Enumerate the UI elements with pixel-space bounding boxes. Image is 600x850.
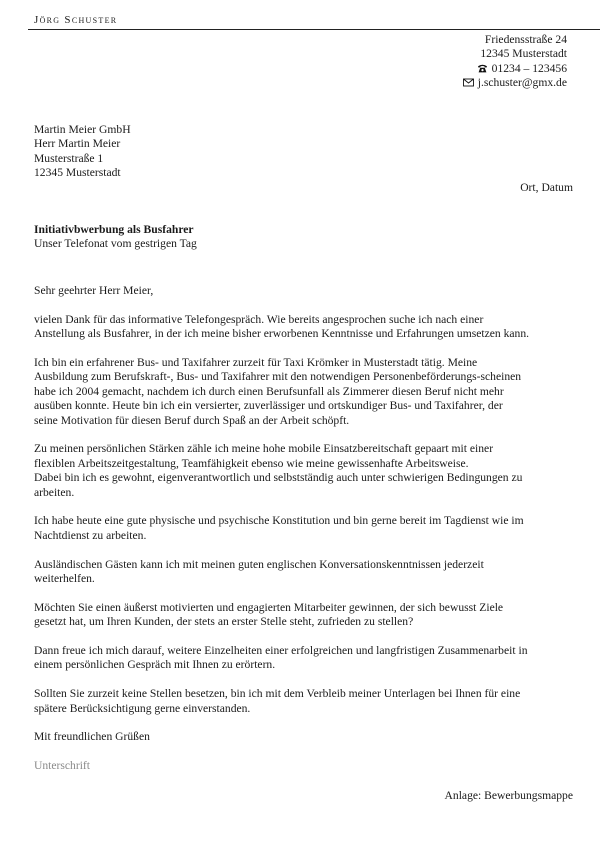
- recipient-person: Herr Martin Meier: [34, 137, 121, 151]
- telephone-icon: [477, 62, 489, 76]
- letter-body: [34, 284, 576, 788]
- paragraph-line: Zu meinen persönlichen Stärken zähle ich meine hohe mobile Einsatzbereitschaft gepaart mit einer: [34, 442, 494, 456]
- paragraph-line: spätere Berücksichtigung gerne einverstanden.: [34, 701, 251, 715]
- enclosure-note: Anlage: Bewerbungsmappe: [444, 789, 573, 802]
- subject-reference: Unser Telefonat vom gestrigen Tag: [34, 237, 197, 251]
- body-paragraph: [34, 442, 576, 500]
- paragraph-line: flexiblen Arbeitszeitgestaltung, Teamfähigkeit ebenso wie meine gewissenhafte Arbeitsweise.: [34, 456, 469, 470]
- body-paragraph: [34, 558, 576, 587]
- body-paragraphs: [34, 313, 576, 716]
- subject-title: Initiativbwerbung als Busfahrer: [34, 223, 194, 236]
- paragraph-line: habe ich 2004 gemacht, nachdem ich durch einen Berufsunfall als Zimmerer diesen Beruf nicht mehr: [34, 384, 504, 398]
- paragraph-line: Möchten Sie einen äußerst motivierten und engagierten Mitarbeiter gewinnen, der sich bewusst Ziele: [34, 600, 504, 614]
- recipient-city: 12345 Musterstadt: [34, 166, 121, 180]
- body-paragraph: [34, 313, 576, 342]
- envelope-icon: [463, 76, 475, 90]
- header-divider: [28, 29, 600, 30]
- salutation: Sehr geehrter Herr Meier,: [34, 284, 154, 297]
- sender-city: 12345 Musterstadt: [480, 47, 567, 61]
- sender-phone-line: [463, 62, 567, 76]
- body-paragraph: [34, 687, 576, 716]
- paragraph-line: seine Motivation für diesen Beruf durch Spaß an der Arbeit schöpft.: [34, 413, 350, 427]
- paragraph-line: Sollten Sie zurzeit keine Stellen besetzen, bin ich mit dem Verbleib meiner Unterlagen bei Ihnen für eine: [34, 687, 521, 701]
- paragraph-line: Nachtdienst zu arbeiten.: [34, 528, 147, 542]
- recipient-address-block: [34, 123, 131, 181]
- paragraph-line: Dann freue ich mich darauf, weitere Einzelheiten einer erfolgreichen und langfristigen Zusammenarbeit in: [34, 644, 528, 658]
- body-paragraph: [34, 356, 576, 428]
- paragraph-line: Ausbildung zum Berufskraft-, Bus- und Taxifahrer mit den notwendigen Personenbeförderungs-scheinen: [34, 370, 522, 384]
- sender-phone: 01234 – 123456: [491, 61, 567, 75]
- recipient-street: Musterstraße 1: [34, 151, 104, 165]
- closing: Mit freundlichen Grüßen: [34, 730, 150, 744]
- sender-email-line: [463, 76, 567, 90]
- paragraph-line: einem persönlichen Gespräch mit Ihnen zu erörtern.: [34, 658, 276, 672]
- recipient-company: Martin Meier GmbH: [34, 123, 131, 136]
- signature-placeholder: Unterschrift: [34, 759, 91, 773]
- body-paragraph: [34, 514, 576, 543]
- paragraph-line: vielen Dank für das informative Telefongespräch. Wie bereits angesprochen suche ich nach einer: [34, 312, 484, 326]
- paragraph-line: Ausländischen Gästen kann ich mit meinen guten englischen Konversationskenntnissen jederzeit: [34, 557, 484, 571]
- sender-address-block: [463, 33, 567, 91]
- paragraph-line: arbeiten.: [34, 485, 75, 499]
- sender-email: j.schuster@gmx.de: [477, 76, 567, 90]
- subject-block: [34, 223, 197, 252]
- paragraph-line: Ich bin ein erfahrener Bus- und Taxifahrer zurzeit für Taxi Krömker in Musterstadt tätig. Meine: [34, 356, 478, 369]
- body-paragraph: [34, 601, 576, 630]
- sender-street: Friedensstraße 24: [484, 33, 567, 46]
- paragraph-line: Anstellung als Busfahrer, in der ich meine bisher erworbenen Kenntnisse und Erfahrungen umsetzen kann.: [34, 327, 530, 341]
- paragraph-line: weiterhelfen.: [34, 572, 95, 586]
- paragraph-line: Ich habe heute eine gute physische und psychische Konstitution und bin gerne bereit im Tagdienst wie im: [34, 514, 524, 528]
- body-paragraph: [34, 644, 576, 673]
- sender-name: Jörg Schuster: [34, 14, 118, 26]
- place-date: Ort, Datum: [520, 181, 573, 194]
- paragraph-line: Dabei bin ich es gewohnt, eigenverantwortlich und selbstständig auch unter schwierigen Bedingungen zu: [34, 471, 523, 485]
- paragraph-line: gesetzt hat, um Ihren Kunden, der stets an erster Stelle steht, zufrieden zu stellen?: [34, 615, 414, 629]
- paragraph-line: ausüben konnte. Heute bin ich ein versierter, zuverlässiger und ortskundiger Bus- und Taxifahrer, der: [34, 399, 503, 413]
